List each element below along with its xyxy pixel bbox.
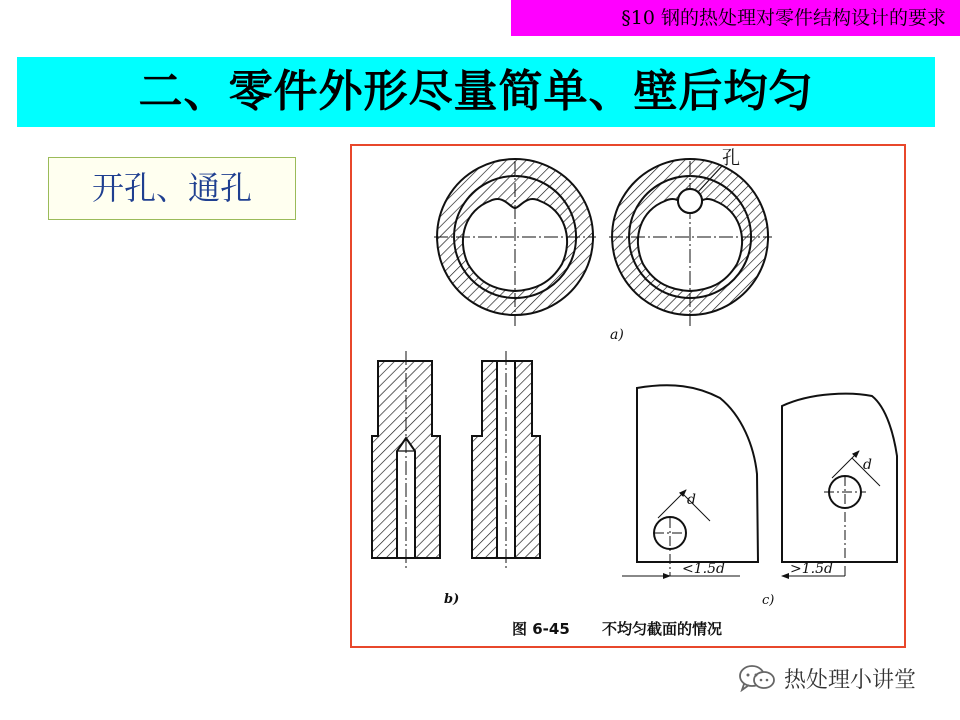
plate-far-edge	[782, 394, 897, 577]
dim-right: >1.5d	[790, 561, 833, 577]
d-label-right: d	[863, 457, 872, 473]
watermark	[738, 664, 916, 692]
label-a: a)	[610, 327, 624, 343]
figure-frame	[350, 144, 906, 648]
shaft-blind-hole	[372, 351, 440, 571]
subtitle-box: 开孔、通孔	[48, 157, 296, 220]
slide-title: 二、零件外形尽量简单、壁后均匀	[17, 57, 935, 127]
wechat-icon	[738, 664, 776, 692]
label-b: b)	[444, 592, 460, 607]
dim-left: <1.5d	[682, 561, 725, 577]
label-c: c)	[762, 593, 775, 608]
shaft-through-hole	[472, 351, 540, 571]
plate-near-edge	[622, 385, 758, 577]
ring-hole-section	[609, 148, 772, 326]
d-label-left: d	[687, 492, 696, 508]
caption-number: 图 6-45	[512, 620, 570, 638]
ring-solid-section	[434, 159, 596, 326]
section-tag: §10 钢的热处理对零件结构设计的要求	[511, 0, 960, 36]
caption-text: 不均匀截面的情况	[602, 620, 723, 638]
hole-label: 孔	[722, 148, 740, 169]
engineering-drawing	[352, 146, 904, 646]
watermark-text: 热处理小讲堂	[784, 667, 917, 693]
